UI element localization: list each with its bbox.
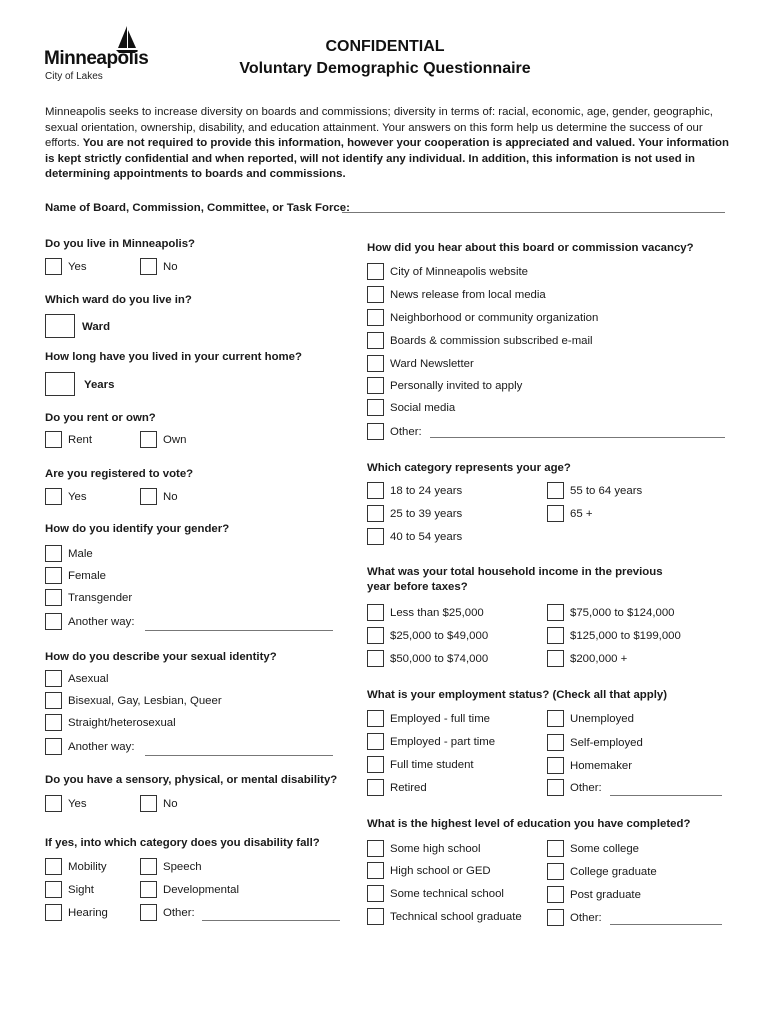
employment-other-field[interactable] xyxy=(610,795,722,796)
checkbox[interactable] xyxy=(45,431,62,448)
education-other-field[interactable] xyxy=(610,924,722,925)
checkbox[interactable] xyxy=(367,733,384,750)
live-no-option[interactable]: No xyxy=(140,257,178,276)
checkbox[interactable] xyxy=(547,840,564,857)
hear-option[interactable]: Boards & commission subscribed e-mail xyxy=(367,331,593,350)
gender-question: How do you identify your gender? xyxy=(45,523,230,535)
disability-category-question: If yes, into which category does you disability fall? xyxy=(45,837,320,849)
age-option[interactable]: 40 to 54 years xyxy=(367,527,462,546)
checkbox[interactable] xyxy=(367,779,384,796)
age-option[interactable]: 25 to 39 years xyxy=(367,504,462,523)
education-option[interactable]: College graduate xyxy=(547,862,657,881)
checkbox[interactable] xyxy=(367,505,384,522)
gender-option[interactable]: Transgender xyxy=(45,588,132,607)
hear-option[interactable]: Ward Newsletter xyxy=(367,354,474,373)
hear-option[interactable]: Other: xyxy=(367,422,422,441)
checkbox[interactable] xyxy=(367,399,384,416)
disability-category-option[interactable]: Mobility xyxy=(45,857,107,876)
checkbox[interactable] xyxy=(547,505,564,522)
ward-input[interactable] xyxy=(45,314,75,338)
rent-option[interactable]: Rent xyxy=(45,430,92,449)
hear-question: How did you hear about this board or commission vacancy? xyxy=(367,242,694,254)
income-option[interactable]: $50,000 to $74,000 xyxy=(367,649,488,668)
employment-question: What is your employment status? (Check all that apply) xyxy=(367,689,668,701)
disability-category-option[interactable]: Hearing xyxy=(45,903,108,922)
income-option[interactable]: $200,000 + xyxy=(547,649,627,668)
sexual-identity-option[interactable]: Straight/heterosexual xyxy=(45,713,176,732)
checkbox[interactable] xyxy=(140,881,157,898)
checkbox[interactable] xyxy=(367,650,384,667)
income-question-line2: year before taxes? xyxy=(367,581,468,593)
checkbox[interactable] xyxy=(367,355,384,372)
gender-option[interactable]: Male xyxy=(45,544,93,563)
checkbox[interactable] xyxy=(367,840,384,857)
checkbox[interactable] xyxy=(45,258,62,275)
checkbox[interactable] xyxy=(367,263,384,280)
disability-category-option[interactable]: Other: xyxy=(140,903,195,922)
checkbox[interactable] xyxy=(45,881,62,898)
employment-option[interactable]: Employed - full time xyxy=(367,709,490,728)
rent-question: Do you rent or own? xyxy=(45,412,156,424)
income-option[interactable]: $25,000 to $49,000 xyxy=(367,626,488,645)
intro-text: Minneapolis seeks to increase diversity on boards and commissions; diversity in terms of: racial, economic, age, gender, geographic, sexual orientation, ownership, disability, and education attainment. Your answers on this form help us determine the success of our efforts. xyxy=(45,106,713,149)
live-question: Do you live in Minneapolis? xyxy=(45,238,195,250)
checkbox[interactable] xyxy=(367,604,384,621)
employment-option[interactable]: Homemaker xyxy=(547,756,632,775)
education-option[interactable]: Some high school xyxy=(367,839,481,858)
years-input[interactable] xyxy=(45,372,75,396)
education-question: What is the highest level of education you have completed? xyxy=(367,818,691,830)
checkbox[interactable] xyxy=(140,488,157,505)
vote-question: Are you registered to vote? xyxy=(45,468,194,480)
income-option[interactable]: $75,000 to $124,000 xyxy=(547,603,675,622)
income-question: What was your total household income in the previous xyxy=(367,566,663,578)
checkbox[interactable] xyxy=(140,904,157,921)
checkbox[interactable] xyxy=(140,258,157,275)
checkbox[interactable] xyxy=(367,627,384,644)
intro-bold-text: You are not required to provide this information, however your cooperation is appreciated and valued. Your information is kept strictly confidential and when reported, will not identify any individual. In addition, this information is not used in determining appointments to boards and commissions. xyxy=(45,137,729,180)
gender-option[interactable]: Female xyxy=(45,566,106,585)
checkbox[interactable] xyxy=(547,604,564,621)
checkbox[interactable] xyxy=(367,710,384,727)
checkbox[interactable] xyxy=(547,734,564,751)
education-option[interactable]: High school or GED xyxy=(367,861,491,880)
logo-subtitle: City of Lakes xyxy=(45,71,103,82)
education-option[interactable]: Some college xyxy=(547,839,639,858)
employment-option[interactable]: Employed - part time xyxy=(367,732,495,751)
disability-question: Do you have a sensory, physical, or mental disability? xyxy=(45,774,338,786)
checkbox[interactable] xyxy=(45,858,62,875)
income-option[interactable]: $125,000 to $199,000 xyxy=(547,626,681,645)
employment-option[interactable]: Unemployed xyxy=(547,709,634,728)
checkbox[interactable] xyxy=(45,714,62,731)
checkbox[interactable] xyxy=(547,710,564,727)
checkbox[interactable] xyxy=(367,377,384,394)
checkbox[interactable] xyxy=(547,482,564,499)
age-option[interactable]: 65 + xyxy=(547,504,593,523)
disability-category-option[interactable]: Developmental xyxy=(140,880,239,899)
logo-name: Minneapolis xyxy=(44,48,149,69)
disability-category-option[interactable]: Speech xyxy=(140,857,202,876)
board-name-field[interactable] xyxy=(342,212,725,213)
checkbox[interactable] xyxy=(547,886,564,903)
vote-yes-option[interactable]: Yes xyxy=(45,487,87,506)
hear-option[interactable]: City of Minneapolis website xyxy=(367,262,528,281)
employment-option[interactable]: Self-employed xyxy=(547,733,643,752)
live-yes-option[interactable]: Yes xyxy=(45,257,87,276)
checkbox[interactable] xyxy=(45,904,62,921)
checkbox[interactable] xyxy=(45,545,62,562)
checkbox[interactable] xyxy=(45,670,62,687)
checkbox[interactable] xyxy=(140,858,157,875)
checkbox[interactable] xyxy=(45,795,62,812)
vote-no-option[interactable]: No xyxy=(140,487,178,506)
years-label: Years xyxy=(84,379,115,391)
gender-other-field[interactable] xyxy=(145,630,333,631)
sexual-identity-option[interactable]: Asexual xyxy=(45,669,109,688)
hear-other-field[interactable] xyxy=(430,437,725,438)
checkbox[interactable] xyxy=(45,488,62,505)
hear-option[interactable]: Personally invited to apply xyxy=(367,376,522,395)
education-option[interactable]: Post graduate xyxy=(547,885,641,904)
checkbox[interactable] xyxy=(547,863,564,880)
sexual-identity-option[interactable]: Bisexual, Gay, Lesbian, Queer xyxy=(45,691,222,710)
income-option[interactable]: Less than $25,000 xyxy=(367,603,484,622)
board-name-label: Name of Board, Commission, Committee, or Task Force: xyxy=(45,202,350,214)
page-subtitle: Voluntary Demographic Questionnaire xyxy=(239,60,531,77)
education-option[interactable]: Other: xyxy=(547,908,602,927)
age-option[interactable]: 18 to 24 years xyxy=(367,481,462,500)
checkbox[interactable] xyxy=(367,286,384,303)
employment-option[interactable]: Other: xyxy=(547,778,602,797)
years-question: How long have you lived in your current home? xyxy=(45,351,302,363)
checkbox[interactable] xyxy=(367,885,384,902)
hear-option[interactable]: Social media xyxy=(367,398,455,417)
disability-yes-option[interactable]: Yes xyxy=(45,794,87,813)
disability-no-option[interactable]: No xyxy=(140,794,178,813)
checkbox[interactable] xyxy=(45,738,62,755)
education-option[interactable]: Some technical school xyxy=(367,884,504,903)
hear-option[interactable]: News release from local media xyxy=(367,285,546,304)
checkbox[interactable] xyxy=(367,423,384,440)
education-option[interactable]: Technical school graduate xyxy=(367,907,522,926)
sexual-identity-question: How do you describe your sexual identity? xyxy=(45,651,277,663)
checkbox[interactable] xyxy=(367,309,384,326)
page-title: CONFIDENTIAL xyxy=(325,38,445,55)
gender-option[interactable]: Another way: xyxy=(45,612,134,631)
own-option[interactable]: Own xyxy=(140,430,186,449)
checkbox[interactable] xyxy=(367,756,384,773)
checkbox[interactable] xyxy=(45,692,62,709)
checkbox[interactable] xyxy=(45,613,62,630)
checkbox[interactable] xyxy=(547,909,564,926)
disability-category-option[interactable]: Sight xyxy=(45,880,94,899)
checkbox[interactable] xyxy=(367,862,384,879)
ward-question: Which ward do you live in? xyxy=(45,294,192,306)
sexual-identity-option[interactable]: Another way: xyxy=(45,737,134,756)
checkbox[interactable] xyxy=(367,332,384,349)
checkbox[interactable] xyxy=(367,908,384,925)
checkbox[interactable] xyxy=(547,650,564,667)
disability-other-field[interactable] xyxy=(202,920,340,921)
checkbox[interactable] xyxy=(140,431,157,448)
age-option[interactable]: 55 to 64 years xyxy=(547,481,642,500)
employment-option[interactable]: Retired xyxy=(367,778,427,797)
ward-label: Ward xyxy=(82,321,111,333)
checkbox[interactable] xyxy=(547,627,564,644)
checkbox[interactable] xyxy=(367,528,384,545)
checkbox[interactable] xyxy=(140,795,157,812)
checkbox[interactable] xyxy=(45,589,62,606)
sexual-identity-other-field[interactable] xyxy=(145,755,333,756)
checkbox[interactable] xyxy=(45,567,62,584)
hear-option[interactable]: Neighborhood or community organization xyxy=(367,308,598,327)
intro-paragraph xyxy=(45,105,735,183)
employment-option[interactable]: Full time student xyxy=(367,755,474,774)
checkbox[interactable] xyxy=(547,779,564,796)
checkbox[interactable] xyxy=(367,482,384,499)
age-question: Which category represents your age? xyxy=(367,462,571,474)
checkbox[interactable] xyxy=(547,757,564,774)
